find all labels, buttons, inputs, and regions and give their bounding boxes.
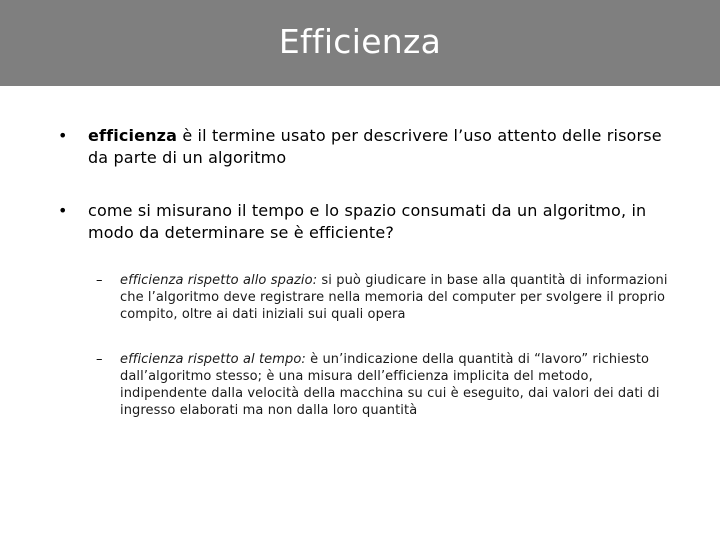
bullet-bold-term: efficienza	[88, 126, 178, 145]
subbullet-text	[120, 272, 676, 323]
subbullet-italic-term: efficienza rispetto allo spazio:	[120, 273, 318, 288]
subbullet-italic-term: efficienza rispetto al tempo:	[120, 352, 306, 367]
subbullet-body: è un’indicazione della quantità di “lavoro” richiesto dall’algoritmo stesso; è una misura dell’efficienza implicita del metodo, indipendente dalla velocità della macchina su cui è eseguito, dai valori dei dati di ingresso elaborati ma non dalla loro quantità	[120, 352, 660, 418]
slide-title: Efficienza	[278, 22, 442, 61]
bullet-text	[88, 125, 678, 169]
bullet-text: come si misurano il tempo e lo spazio consumati da un algoritmo, in modo da determinare se è efficiente?	[88, 201, 647, 242]
bullet-marker: •	[58, 201, 68, 220]
subbullet-body: si può giudicare in base alla quantità di informazioni che l’algoritmo deve registrare nella memoria del computer per svolgere il proprio compito, oltre ai dati iniziali sui quali opera	[120, 273, 668, 322]
subbullet-marker: –	[96, 273, 103, 288]
subbullet-marker: –	[96, 352, 103, 367]
bullet-body: è il termine usato per descrivere l’uso attento delle risorse da parte di un algoritmo	[88, 126, 662, 167]
subbullet-text	[120, 351, 676, 419]
bullet-marker: •	[58, 126, 68, 145]
title-bar	[0, 0, 720, 86]
